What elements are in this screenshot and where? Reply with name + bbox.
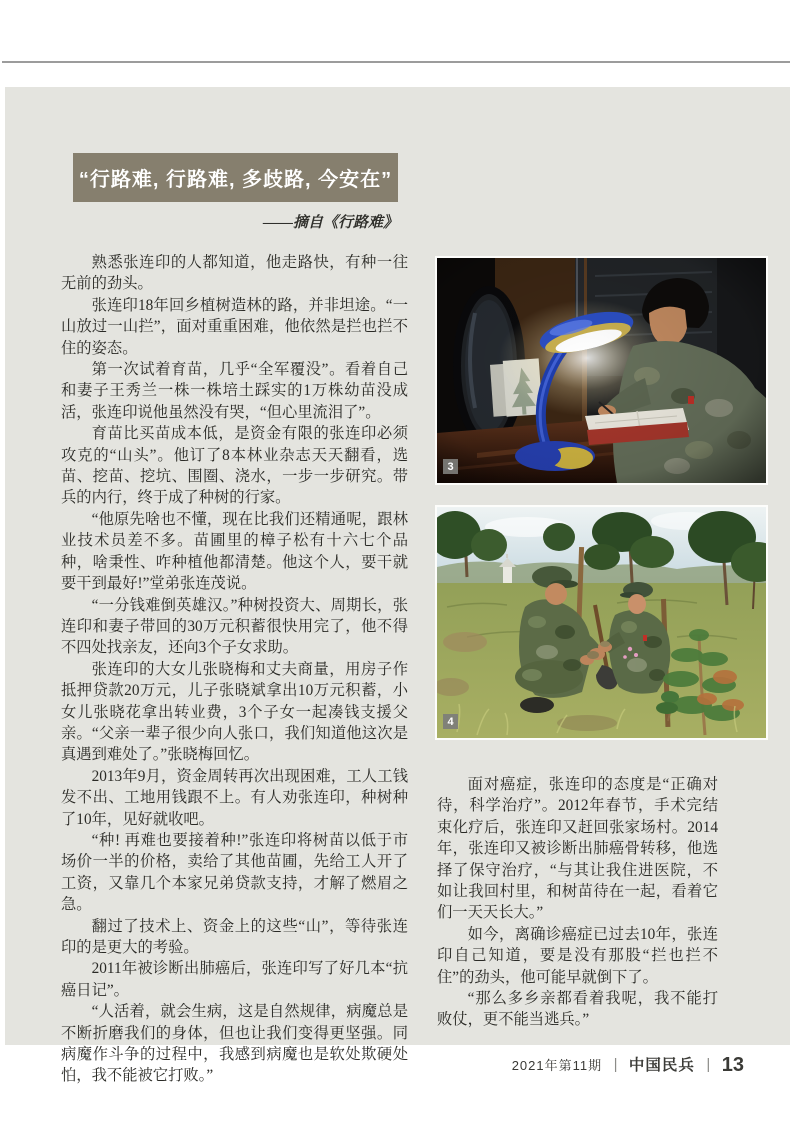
page-footer	[394, 1053, 744, 1077]
paragraph: 育苗比买苗成本低，是资金有限的张连印必须攻克的“山头”。他订了8本林业杂志天天翻看，选苗、挖苗、挖坑、围圈、浇水，一步一步研究。带兵的内行，终于成了种树的行家。	[61, 425, 408, 507]
photo-4-number-badge: 4	[443, 714, 458, 729]
article-left-column	[61, 252, 408, 1087]
paragraph: “他原先啥也不懂，现在比我们还精通呢，跟林业技术员差不多。苗圃里的樟子松有十六七个品种，啥秉性、咋种植他都清楚。他这个人，要干就要干到最好!”堂弟张连茂说。	[61, 510, 408, 593]
desk-lamp-photo-illustration	[437, 258, 766, 483]
paragraph: “那么多乡亲都看着我呢，我不能打败仗，更不能当逃兵。”	[437, 990, 718, 1029]
photo-4	[435, 505, 768, 740]
footer-issue: 2021年第11期	[511, 1058, 603, 1073]
quote-text: “行路难, 行路难, 多歧路, 今安在”	[78, 169, 393, 191]
photo-3	[435, 256, 768, 485]
paragraph: 张连印的大女儿张晓梅和丈夫商量，用房子作抵押贷款20万元，儿子张晓斌拿出10万元积蓄，小女儿张晓花拿出转业费，3个子女一起凑钱支援父亲。“父亲一辈子很少向人张口，我们知道他这次是真遇到难处了。”张晓梅回忆。	[61, 660, 408, 764]
paragraph: 2013年9月，资金周转再次出现困难，工人工钱发不出、工地用钱跟不上。有人劝张连印，种树种了10年，见好就收吧。	[61, 767, 408, 828]
top-rule	[2, 61, 790, 63]
paragraph: 2011年被诊断出肺癌后，张连印写了好几本“抗癌日记”。	[61, 960, 408, 999]
tree-planting-photo-illustration	[437, 507, 766, 738]
paragraph: 面对癌症，张连印的态度是“正确对待，科学治疗”。2012年春节，手术完结束化疗后，张连印又赶回张家场村。2014年，张连印又被诊断出肺癌骨转移，他选择了保守治疗，“与其让我住进医院，不如让我回村里，和树苗待在一起，看着它们一天天长大。”	[437, 776, 718, 922]
photo-3-number-badge: 3	[443, 459, 458, 474]
quote-attribution: ——摘自《行路难》	[262, 215, 398, 231]
paragraph: 熟悉张连印的人都知道，他走路快，有种一往无前的劲头。	[61, 254, 408, 293]
article-right-column	[437, 774, 718, 1031]
paragraph: “人活着，就会生病，这是自然规律，病魔总是不断折磨我们的身体，但也让我们变得更坚强。同病魔作斗争的过程中，我感到病魔也是软处欺硬处怕，我不能被它打败。”	[61, 1003, 408, 1085]
paragraph: 张连印18年回乡植树造林的路，并非坦途。“一山放过一山拦”，面对重重困难，他依然是拦也拦不住的姿态。	[61, 296, 408, 357]
paragraph: “种! 再难也要接着种!”张连印将树苗以低于市场价一半的价格，卖给了其他苗圃，先给工人开了工资，又靠几个本家兄弟贷款支持，才解了燃眉之急。	[61, 831, 408, 914]
paragraph: “一分钱难倒英雄汉。”种树投资大、周期长，张连印和妻子带回的30万元积蓄很快用完了，他不得不四处找亲友，还向3个子女求助。	[61, 596, 408, 657]
paragraph: 翻过了技术上、资金上的这些“山”，等待张连印的是更大的考验。	[61, 917, 408, 956]
paragraph: 如今，离确诊癌症已过去10年，张连印自己知道，要是没有那股“拦也拦不住”的劲头，他可能早就倒下了。	[437, 925, 718, 986]
footer-separator: |	[706, 1056, 711, 1073]
footer-separator: |	[613, 1056, 618, 1073]
quote-banner	[73, 153, 398, 202]
footer-magazine-name: 中国民兵	[628, 1057, 695, 1074]
paragraph: 第一次试着育苗，几乎“全军覆没”。看着自己和妻子王秀兰一株一株培土踩实的1万株幼苗没成活，张连印说他虽然没有哭，“但心里流泪了”。	[61, 361, 408, 421]
footer-page-number: 13	[721, 1054, 744, 1076]
